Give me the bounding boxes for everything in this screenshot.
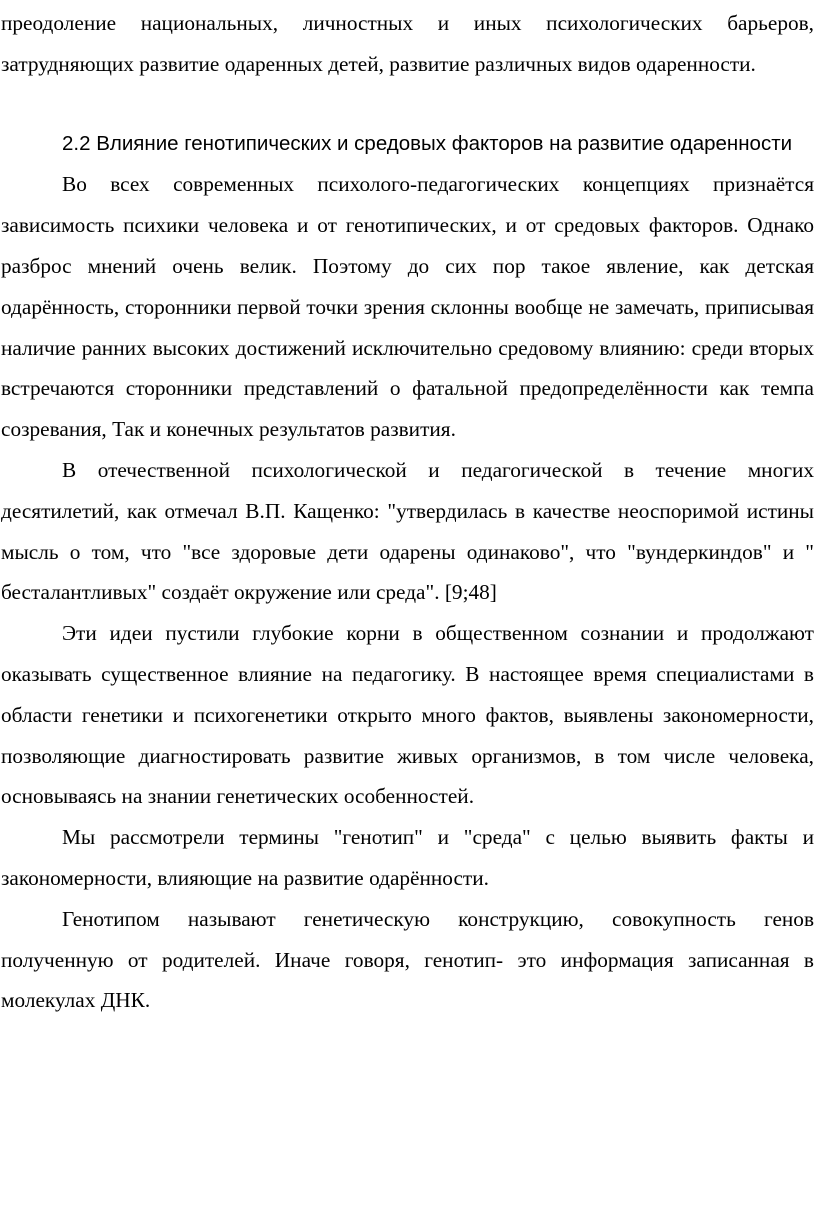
paragraph-continuation: преодоление национальных, личностных и иных психологических барьеров, затрудняющих развитие одаренных детей, развитие различных видов одаренности. (1, 11, 814, 76)
paragraph-3: Эти идеи пустили глубокие корни в общественном сознании и продолжают оказывать существенное влияние на педагогику. В настоящее время специалистами в области генетики и психогенетики открыто много фактов, выявлены закономерности, позволяющие диагностировать развитие живых организмов, в том числе человека, основываясь на знании генетических особенностей. (1, 621, 814, 809)
paragraph-1: Во всех современных психолого-педагогических концепциях признаётся зависимость психики человека и от генотипических, и от средовых факторов. Однако разброс мнений очень велик. Поэтому до сих пор такое явление, как детская одарённость, сторонники первой точки зрения склонны вообще не замечать, приписывая наличие ранних высоких достижений исключительно средовому влиянию: среди вторых встречаются сторонники представлений о фатальной предопределённости как темпа созревания, Так и конечных результатов развития. (1, 172, 814, 442)
spacer (1, 85, 814, 124)
paragraph-2: В отечественной психологической и педагогической в течение многих десятилетий, как отмечал В.П. Кащенко: "утвердилась в качестве неоспоримой истины мысль о том, что "все здоровые дети одарены одинаково", что "вундеркиндов" и " бесталантливых" создаёт окружение или среда". [9;48] (1, 457, 814, 605)
paragraph-4: Мы рассмотрели термины "генотип" и "среда" с целью выявить факты и закономерности, влияющие на развитие одарённости. (1, 825, 814, 890)
paragraph-5: Генотипом называют генетическую конструкцию, совокупность генов полученную от родителей. Иначе говоря, генотип- это информация записанная в молекулах ДНК. (1, 906, 814, 1013)
section-heading: 2.2 Влияние генотипических и средовых факторов на развитие одаренности (62, 131, 793, 155)
